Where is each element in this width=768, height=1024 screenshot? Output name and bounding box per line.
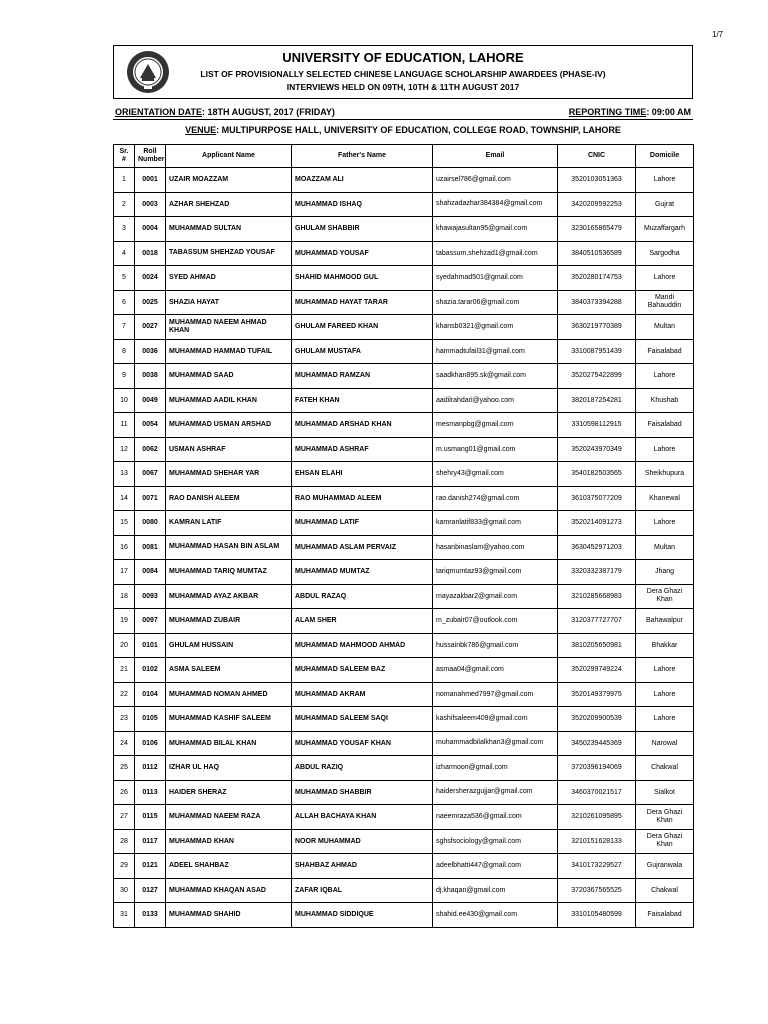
table-row xyxy=(114,486,694,511)
roll-number-cell: 0115 xyxy=(135,805,166,830)
fathers-name-cell: MUHAMMAD SHABBIR xyxy=(292,780,433,805)
fathers-name-cell: MUHAMMAD HAYAT TARAR xyxy=(292,290,433,315)
applicant-name-cell: MUHAMMAD KHAN xyxy=(166,829,292,854)
table-row xyxy=(114,633,694,658)
cnic-cell: 3540182503565 xyxy=(558,462,636,487)
sr-cell: 10 xyxy=(114,388,135,413)
domicile-cell: Multan xyxy=(636,535,694,560)
applicant-name-cell: TABASSUM SHEHZAD YOUSAF xyxy=(166,241,292,266)
domicile-cell: Bahawalpur xyxy=(636,609,694,634)
fathers-name-cell: MUHAMMAD ARSHAD KHAN xyxy=(292,413,433,438)
fathers-name-cell: MUHAMMAD YOUSAF xyxy=(292,241,433,266)
table-row xyxy=(114,241,694,266)
table-row xyxy=(114,315,694,340)
email-cell: tabassum.shehzad1@gmail.com xyxy=(433,241,558,266)
sr-cell: 20 xyxy=(114,633,135,658)
reporting-value: : 09:00 AM xyxy=(646,107,691,117)
roll-number-cell: 0054 xyxy=(135,413,166,438)
applicant-name-cell: SHAZIA HAYAT xyxy=(166,290,292,315)
cnic-cell: 3630452971203 xyxy=(558,535,636,560)
roll-number-cell: 0018 xyxy=(135,241,166,266)
fathers-name-cell: NOOR MUHAMMAD xyxy=(292,829,433,854)
table-row xyxy=(114,462,694,487)
roll-number-cell: 0038 xyxy=(135,364,166,389)
col-header-roll-number: Roll Number xyxy=(135,145,166,168)
roll-number-cell: 0102 xyxy=(135,658,166,683)
sr-cell: 25 xyxy=(114,756,135,781)
roll-number-cell: 0024 xyxy=(135,266,166,291)
email-cell: rao.danish274@gmail.com xyxy=(433,486,558,511)
cnic-cell: 3210151628133 xyxy=(558,829,636,854)
applicant-name-cell: MUHAMMAD SHEHAR YAR xyxy=(166,462,292,487)
domicile-cell: Gujranwala xyxy=(636,854,694,879)
cnic-cell: 3310598112915 xyxy=(558,413,636,438)
applicant-name-cell: SYED AHMAD xyxy=(166,266,292,291)
col-header-sr: Sr. # xyxy=(114,145,135,168)
table-row xyxy=(114,511,694,536)
cnic-cell: 3520275422899 xyxy=(558,364,636,389)
cnic-cell: 3410173229527 xyxy=(558,854,636,879)
roll-number-cell: 0027 xyxy=(135,315,166,340)
domicile-cell: Lahore xyxy=(636,168,694,193)
sr-cell: 9 xyxy=(114,364,135,389)
email-cell: dj.khaqan@gmail.com xyxy=(433,878,558,903)
table-row xyxy=(114,878,694,903)
roll-number-cell: 0105 xyxy=(135,707,166,732)
email-cell: shazia.tarar06@gmail.com xyxy=(433,290,558,315)
cnic-cell: 3120377727707 xyxy=(558,609,636,634)
domicile-cell: Dera Ghazi Khan xyxy=(636,584,694,609)
venue xyxy=(113,125,693,135)
table-row xyxy=(114,388,694,413)
domicile-cell: Faisalabad xyxy=(636,339,694,364)
email-cell: mesmanpbg@gmail.com xyxy=(433,413,558,438)
email-cell: adeelbhatti447@gmail.com xyxy=(433,854,558,879)
fathers-name-cell: GHULAM MUSTAFA xyxy=(292,339,433,364)
applicant-name-cell: UZAIR MOAZZAM xyxy=(166,168,292,193)
email-cell: saadkhan895.sk@gmail.com xyxy=(433,364,558,389)
sr-cell: 14 xyxy=(114,486,135,511)
table-header-row xyxy=(114,145,694,168)
applicant-name-cell: ASMA SALEEM xyxy=(166,658,292,683)
email-cell: shahid.ee430@gmail.com xyxy=(433,903,558,928)
orientation-value: : 18TH AUGUST, 2017 (FRIDAY) xyxy=(202,107,335,117)
roll-number-cell: 0101 xyxy=(135,633,166,658)
cnic-cell: 3810205650981 xyxy=(558,633,636,658)
roll-number-cell: 0113 xyxy=(135,780,166,805)
table-row xyxy=(114,437,694,462)
table-row xyxy=(114,560,694,585)
fathers-name-cell: GHULAM FAREED KHAN xyxy=(292,315,433,340)
fathers-name-cell: MUHAMMAD ASLAM PERVAIZ xyxy=(292,535,433,560)
roll-number-cell: 0003 xyxy=(135,192,166,217)
email-cell: hasanbinaslam@yahoo.com xyxy=(433,535,558,560)
cnic-cell: 3210261095895 xyxy=(558,805,636,830)
cnic-cell: 3520103051363 xyxy=(558,168,636,193)
fathers-name-cell: ABDUL RAZAQ xyxy=(292,584,433,609)
sr-cell: 3 xyxy=(114,217,135,242)
table-row xyxy=(114,609,694,634)
applicant-name-cell: MUHAMMAD BILAL KHAN xyxy=(166,731,292,756)
sr-cell: 18 xyxy=(114,584,135,609)
table-row xyxy=(114,805,694,830)
document-sheet xyxy=(113,45,693,930)
fathers-name-cell: ALAM SHER xyxy=(292,609,433,634)
sr-cell: 12 xyxy=(114,437,135,462)
sr-cell: 22 xyxy=(114,682,135,707)
col-header-fathers-name: Father's Name xyxy=(292,145,433,168)
applicant-name-cell: MUHAMMAD KHAQAN ASAD xyxy=(166,878,292,903)
roll-number-cell: 0071 xyxy=(135,486,166,511)
applicant-name-cell: MUHAMMAD SULTAN xyxy=(166,217,292,242)
domicile-cell: Lahore xyxy=(636,658,694,683)
roll-number-cell: 0117 xyxy=(135,829,166,854)
roll-number-cell: 0097 xyxy=(135,609,166,634)
domicile-cell: Khushab xyxy=(636,388,694,413)
applicant-name-cell: MUHAMMAD NOMAN AHMED xyxy=(166,682,292,707)
domicile-cell: Dera Ghazi Khan xyxy=(636,805,694,830)
email-cell: izharmoon@gmail.com xyxy=(433,756,558,781)
table-row xyxy=(114,535,694,560)
sr-cell: 29 xyxy=(114,854,135,879)
email-cell: hussainbk786@gmail.com xyxy=(433,633,558,658)
table-row xyxy=(114,339,694,364)
domicile-cell: Sialkot xyxy=(636,780,694,805)
col-header-applicant-name: Applicant Name xyxy=(166,145,292,168)
email-cell: khawajasultan95@gmail.com xyxy=(433,217,558,242)
domicile-cell: Chakwal xyxy=(636,756,694,781)
email-cell: nomanahmed7997@gmail.com xyxy=(433,682,558,707)
applicant-name-cell: MUHAMMAD KASHIF SALEEM xyxy=(166,707,292,732)
sr-cell: 15 xyxy=(114,511,135,536)
email-cell: kashifsaleem409@gmail.com xyxy=(433,707,558,732)
cnic-cell: 3310105480599 xyxy=(558,903,636,928)
roll-number-cell: 0049 xyxy=(135,388,166,413)
fathers-name-cell: ALLAH BACHAYA KHAN xyxy=(292,805,433,830)
table-row xyxy=(114,290,694,315)
fathers-name-cell: SHAHBAZ AHMAD xyxy=(292,854,433,879)
fathers-name-cell: MUHAMMAD SALEEM BAZ xyxy=(292,658,433,683)
cnic-cell: 3450239445369 xyxy=(558,731,636,756)
table-row xyxy=(114,217,694,242)
applicant-name-cell: RAO DANISH ALEEM xyxy=(166,486,292,511)
table-row xyxy=(114,707,694,732)
email-cell: asmaa04@gmail.com xyxy=(433,658,558,683)
email-cell: m_zubair07@outlook.com xyxy=(433,609,558,634)
table-row xyxy=(114,903,694,928)
table-row xyxy=(114,658,694,683)
sr-cell: 28 xyxy=(114,829,135,854)
roll-number-cell: 0127 xyxy=(135,878,166,903)
cnic-cell: 3320332387179 xyxy=(558,560,636,585)
roll-number-cell: 0121 xyxy=(135,854,166,879)
domicile-cell: Lahore xyxy=(636,437,694,462)
email-cell: tariqmumtaz93@gmail.com xyxy=(433,560,558,585)
roll-number-cell: 0062 xyxy=(135,437,166,462)
cnic-cell: 3310087951439 xyxy=(558,339,636,364)
applicant-name-cell: MUHAMMAD TARIQ MUMTAZ xyxy=(166,560,292,585)
sr-cell: 23 xyxy=(114,707,135,732)
sr-cell: 8 xyxy=(114,339,135,364)
applicant-name-cell: AZHAR SHEHZAD xyxy=(166,192,292,217)
email-cell: shehry43@gmail.com xyxy=(433,462,558,487)
table-row xyxy=(114,168,694,193)
domicile-cell: Lahore xyxy=(636,266,694,291)
domicile-cell: Muzaffargarh xyxy=(636,217,694,242)
table-row xyxy=(114,192,694,217)
col-header-email: Email xyxy=(433,145,558,168)
email-cell: m.usmang01@gmail.com xyxy=(433,437,558,462)
domicile-cell: Lahore xyxy=(636,364,694,389)
email-cell: uzairsel786@gmail.com xyxy=(433,168,558,193)
awardees-table xyxy=(113,144,694,928)
fathers-name-cell: SHAHID MAHMOOD GUL xyxy=(292,266,433,291)
domicile-cell: Chakwal xyxy=(636,878,694,903)
venue-value: : MULTIPURPOSE HALL, UNIVERSITY OF EDUCATION, COLLEGE ROAD, TOWNSHIP, LAHORE xyxy=(216,125,621,135)
applicant-name-cell: MUHAMMAD AADIL KHAN xyxy=(166,388,292,413)
applicant-name-cell: MUHAMMAD HASAN BIN ASLAM xyxy=(166,535,292,560)
applicant-name-cell: MUHAMMAD NAEEM RAZA xyxy=(166,805,292,830)
document-title: UNIVERSITY OF EDUCATION, LAHORE xyxy=(282,50,524,65)
applicant-name-cell: MUHAMMAD SHAHID xyxy=(166,903,292,928)
domicile-cell: Sheikhupura xyxy=(636,462,694,487)
roll-number-cell: 0081 xyxy=(135,535,166,560)
document-subtitle: LIST OF PROVISIONALLY SELECTED CHINESE LANGUAGE SCHOLARSHIP AWARDEES (PHASE-IV) xyxy=(200,69,606,79)
cnic-cell: 3460370021517 xyxy=(558,780,636,805)
applicant-name-cell: GHULAM HUSSAIN xyxy=(166,633,292,658)
fathers-name-cell: MUHAMMAD SIDDIQUE xyxy=(292,903,433,928)
cnic-cell: 3520299749224 xyxy=(558,658,636,683)
cnic-cell: 3840510536589 xyxy=(558,241,636,266)
email-cell: hammadtufail31@gmail.com xyxy=(433,339,558,364)
domicile-cell: Narowal xyxy=(636,731,694,756)
domicile-cell: Gujrat xyxy=(636,192,694,217)
table-row xyxy=(114,682,694,707)
col-header-cnic: CNIC xyxy=(558,145,636,168)
email-cell: shahzadazhar384384@gmail.com xyxy=(433,192,558,217)
domicile-cell: Sargodha xyxy=(636,241,694,266)
fathers-name-cell: MUHAMMAD YOUSAF KHAN xyxy=(292,731,433,756)
reporting-time xyxy=(569,107,691,117)
sr-cell: 6 xyxy=(114,290,135,315)
sr-cell: 4 xyxy=(114,241,135,266)
table-row xyxy=(114,413,694,438)
sr-cell: 5 xyxy=(114,266,135,291)
sr-cell: 24 xyxy=(114,731,135,756)
cnic-cell: 3210285668983 xyxy=(558,584,636,609)
header-box xyxy=(113,45,693,99)
roll-number-cell: 0004 xyxy=(135,217,166,242)
table-row xyxy=(114,780,694,805)
table-row xyxy=(114,266,694,291)
sr-cell: 19 xyxy=(114,609,135,634)
applicant-name-cell: MUHAMMAD HAMMAD TUFAIL xyxy=(166,339,292,364)
email-cell: sghsfsociology@gmail.com xyxy=(433,829,558,854)
cnic-cell: 3520209900539 xyxy=(558,707,636,732)
applicant-name-cell: HAIDER SHERAZ xyxy=(166,780,292,805)
domicile-cell: Lahore xyxy=(636,682,694,707)
fathers-name-cell: ZAFAR IQBAL xyxy=(292,878,433,903)
table-row xyxy=(114,829,694,854)
sr-cell: 2 xyxy=(114,192,135,217)
applicant-name-cell: MUHAMMAD ZUBAIR xyxy=(166,609,292,634)
domicile-cell: Khanewal xyxy=(636,486,694,511)
sr-cell: 31 xyxy=(114,903,135,928)
fathers-name-cell: EHSAN ELAHI xyxy=(292,462,433,487)
applicant-name-cell: KAMRAN LATIF xyxy=(166,511,292,536)
fathers-name-cell: RAO MUHAMMAD ALEEM xyxy=(292,486,433,511)
applicant-name-cell: MUHAMMAD NAEEM AHMAD KHAN xyxy=(166,315,292,340)
domicile-cell: Bhakkar xyxy=(636,633,694,658)
table-row xyxy=(114,364,694,389)
divider xyxy=(113,119,693,120)
reporting-label: REPORTING TIME xyxy=(568,107,647,117)
fathers-name-cell: ABDUL RAZIQ xyxy=(292,756,433,781)
email-cell: khansb0321@gmail.com xyxy=(433,315,558,340)
applicant-name-cell: ADEEL SHAHBAZ xyxy=(166,854,292,879)
cnic-cell: 3420209592253 xyxy=(558,192,636,217)
roll-number-cell: 0001 xyxy=(135,168,166,193)
fathers-name-cell: MUHAMMAD SALEEM SAQI xyxy=(292,707,433,732)
sr-cell: 11 xyxy=(114,413,135,438)
domicile-cell: Multan xyxy=(636,315,694,340)
fathers-name-cell: GHULAM SHABBIR xyxy=(292,217,433,242)
sr-cell: 1 xyxy=(114,168,135,193)
domicile-cell: Mandi Bahauddin xyxy=(636,290,694,315)
fathers-name-cell: MUHAMMAD LATIF xyxy=(292,511,433,536)
sr-cell: 13 xyxy=(114,462,135,487)
applicant-name-cell: MUHAMMAD SAAD xyxy=(166,364,292,389)
cnic-cell: 3520280174753 xyxy=(558,266,636,291)
email-cell: kamranlatif833@gmail.com xyxy=(433,511,558,536)
sr-cell: 27 xyxy=(114,805,135,830)
domicile-cell: Jhang xyxy=(636,560,694,585)
cnic-cell: 3610375077209 xyxy=(558,486,636,511)
table-row xyxy=(114,854,694,879)
fathers-name-cell: MUHAMMAD ASHRAF xyxy=(292,437,433,462)
venue-label: VENUE xyxy=(185,125,217,135)
cnic-cell: 3720367565525 xyxy=(558,878,636,903)
fathers-name-cell: MOAZZAM ALI xyxy=(292,168,433,193)
cnic-cell: 3840373394288 xyxy=(558,290,636,315)
sr-cell: 21 xyxy=(114,658,135,683)
roll-number-cell: 0112 xyxy=(135,756,166,781)
orientation-label: ORIENTATION DATE xyxy=(115,107,202,117)
cnic-cell: 3820187254281 xyxy=(558,388,636,413)
cnic-cell: 3520214091273 xyxy=(558,511,636,536)
roll-number-cell: 0106 xyxy=(135,731,166,756)
sr-cell: 16 xyxy=(114,535,135,560)
roll-number-cell: 0093 xyxy=(135,584,166,609)
roll-number-cell: 0104 xyxy=(135,682,166,707)
cnic-cell: 3520149379975 xyxy=(558,682,636,707)
table-row xyxy=(114,584,694,609)
cnic-cell: 3720396194069 xyxy=(558,756,636,781)
cnic-cell: 3230165865479 xyxy=(558,217,636,242)
cnic-cell: 3630219770389 xyxy=(558,315,636,340)
domicile-cell: Faisalabad xyxy=(636,903,694,928)
fathers-name-cell: MUHAMMAD ISHAQ xyxy=(292,192,433,217)
applicant-name-cell: MUHAMMAD USMAN ARSHAD xyxy=(166,413,292,438)
sr-cell: 7 xyxy=(114,315,135,340)
domicile-cell: Lahore xyxy=(636,511,694,536)
fathers-name-cell: MUHAMMAD MAHMOOD AHMAD xyxy=(292,633,433,658)
orientation-date xyxy=(115,107,335,117)
applicant-name-cell: USMAN ASHRAF xyxy=(166,437,292,462)
email-cell: naeemraza536@gmail.com xyxy=(433,805,558,830)
email-cell: muhammadbilalkhan3@gmail.com xyxy=(433,731,558,756)
page-number: 1/7 xyxy=(712,30,724,39)
email-cell: aadilrahdari@yahoo.com xyxy=(433,388,558,413)
domicile-cell: Lahore xyxy=(636,707,694,732)
applicant-name-cell: MUHAMMAD AYAZ AKBAR xyxy=(166,584,292,609)
roll-number-cell: 0133 xyxy=(135,903,166,928)
roll-number-cell: 0080 xyxy=(135,511,166,536)
cnic-cell: 3520243970349 xyxy=(558,437,636,462)
email-cell: syedahmad501@gmail.com xyxy=(433,266,558,291)
roll-number-cell: 0036 xyxy=(135,339,166,364)
fathers-name-cell: FATEH KHAN xyxy=(292,388,433,413)
roll-number-cell: 0067 xyxy=(135,462,166,487)
interview-dates: INTERVIEWS HELD ON 09TH, 10TH & 11TH AUGUST 2017 xyxy=(286,82,520,92)
roll-number-cell: 0025 xyxy=(135,290,166,315)
sr-cell: 17 xyxy=(114,560,135,585)
domicile-cell: Dera Ghazi Khan xyxy=(636,829,694,854)
roll-number-cell: 0084 xyxy=(135,560,166,585)
fathers-name-cell: MUHAMMAD MUMTAZ xyxy=(292,560,433,585)
domicile-cell: Faisalabad xyxy=(636,413,694,438)
email-cell: haidersherazgujjar@gmail.com xyxy=(433,780,558,805)
table-row xyxy=(114,731,694,756)
sr-cell: 26 xyxy=(114,780,135,805)
table-row xyxy=(114,756,694,781)
email-cell: mayazakbar2@gmail.com xyxy=(433,584,558,609)
applicant-name-cell: IZHAR UL HAQ xyxy=(166,756,292,781)
col-header-domicile: Domicile xyxy=(636,145,694,168)
fathers-name-cell: MUHAMMAD RAMZAN xyxy=(292,364,433,389)
sr-cell: 30 xyxy=(114,878,135,903)
fathers-name-cell: MUHAMMAD AKRAM xyxy=(292,682,433,707)
